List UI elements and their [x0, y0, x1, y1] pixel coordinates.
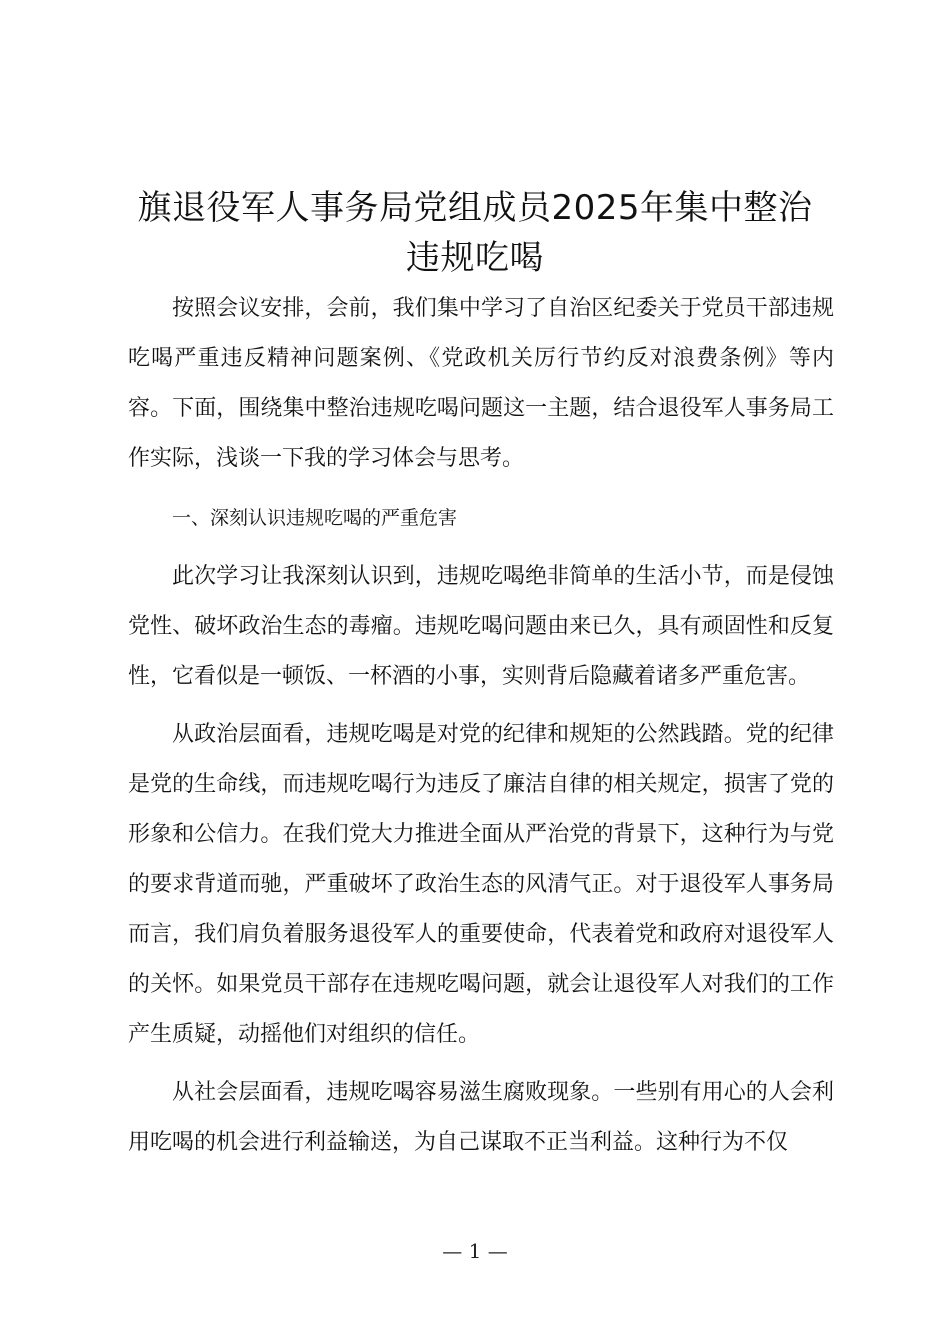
title-line-1: 旗退役军人事务局党组成员2025年集中整治 — [137, 188, 813, 228]
page-number: — 1 — — [442, 1239, 508, 1263]
paragraph-intro: 按照会议安排，会前，我们集中学习了自治区纪委关于党员干部违规吃喝严重违反精神问题案例、《党政机关厉行节约反对浪费条例》等内容。下面，围绕集中整治违规吃喝问题这一主题，结合退役军人事务局工作实际，浅谈一下我的学习体会与思考。 — [128, 296, 834, 471]
paragraph-social: 从社会层面看，违规吃喝容易滋生腐败现象。一些别有用心的人会利用吃喝的机会进行利益输送，为自己谋取不正当利益。这种行为不仅 — [128, 1080, 834, 1155]
paragraph-awareness: 此次学习让我深刻认识到，违规吃喝绝非简单的生活小节，而是侵蚀党性、破坏政治生态的毒瘤。违规吃喝问题由来已久，具有顽固性和反复性，它看似是一顿饭、一杯酒的小事，实则背后隐藏着诸多严重危害。 — [128, 564, 834, 689]
paragraph-political: 从政治层面看，违规吃喝是对党的纪律和规矩的公然践踏。党的纪律是党的生命线，而违规吃喝行为违反了廉洁自律的相关规定，损害了党的形象和公信力。在我们党大力推进全面从严治党的背景下，这种行为与党的要求背道而驰，严重破坏了政治生态的风清气正。对于退役军人事务局而言，我们肩负着服务退役军人的重要使命，代表着党和政府对退役军人的关怀。如果党员干部存在违规吃喝问题，就会让退役军人对我们的工作产生质疑，动摇他们对组织的信任。 — [128, 722, 834, 1047]
document-title — [0, 183, 950, 283]
title-line-2: 违规吃喝 — [406, 238, 544, 278]
document-body — [128, 284, 834, 1176]
section-heading-1: 一、深刻认识违规吃喝的严重危害 — [172, 507, 458, 529]
